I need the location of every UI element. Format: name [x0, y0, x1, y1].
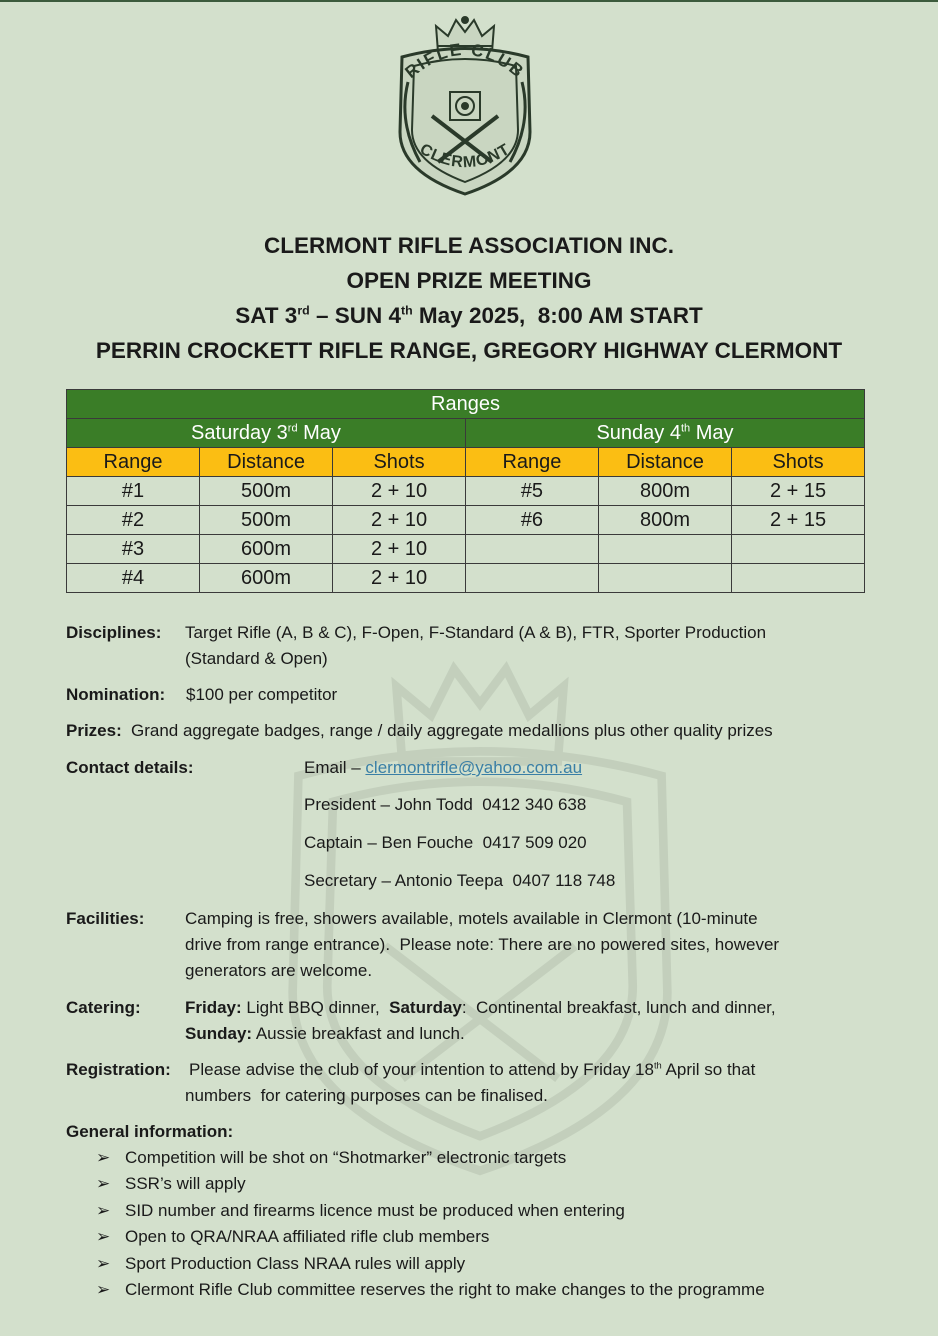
contact-captain: Captain – Ben Fouche 0417 509 020 — [304, 833, 587, 852]
table-row — [67, 477, 865, 506]
column-header: Distance — [598, 448, 731, 477]
logo-top-text: RIFLE CLUB — [401, 39, 529, 83]
prizes-value: Grand aggregate badges, range / daily aggregate medallions plus other quality prizes — [131, 721, 773, 740]
table-cell — [465, 564, 598, 593]
disciplines-line2: (Standard & Open) — [185, 649, 328, 668]
table-cell — [465, 535, 598, 564]
list-item: ➢ Competition will be shot on “Shotmarker” electronic targets — [96, 1145, 765, 1171]
heading-venue: PERRIN CROCKETT RIFLE RANGE, GREGORY HIGHWAY CLERMONT — [95, 338, 843, 363]
facilities-line2: drive from range entrance). Please note: There are no powered sites, however — [185, 935, 780, 954]
contact-email-line: Email – clermontrifle@yahoo.com.au — [304, 758, 583, 777]
table-row — [67, 506, 865, 535]
general-info-label: General information: — [66, 1122, 234, 1141]
catering-label: Catering: — [66, 998, 141, 1017]
list-item: ➢ Sport Production Class NRAA rules will apply — [96, 1251, 765, 1277]
email-link[interactable]: clermontrifle@yahoo.com.au — [365, 758, 583, 777]
list-item: ➢ SSR’s will apply — [96, 1171, 765, 1197]
table-cell: #4 — [67, 564, 200, 593]
top-border — [0, 0, 938, 2]
registration-line1: Please advise the club of your intention to attend by Friday 18th April so that — [189, 1060, 756, 1079]
table-cell: 600m — [199, 564, 332, 593]
ranges-table — [66, 389, 865, 593]
heading-association: CLERMONT RIFLE ASSOCIATION INC. — [264, 233, 674, 258]
table-cell: 2 + 15 — [732, 477, 865, 506]
rifle-club-crest-logo — [380, 12, 550, 202]
arrow-bullet-icon: ➢ — [96, 1200, 111, 1220]
registration-label: Registration: — [66, 1060, 171, 1079]
table-cell: 2 + 10 — [333, 506, 466, 535]
arrow-bullet-icon: ➢ — [96, 1279, 111, 1299]
column-header: Range — [67, 448, 200, 477]
facilities-label: Facilities: — [66, 909, 145, 928]
list-item: ➢ SID number and firearms licence must be produced when entering — [96, 1198, 765, 1224]
heading-dates: SAT 3rd – SUN 4th May 2025, 8:00 AM START — [235, 303, 703, 328]
disciplines-line1: Target Rifle (A, B & C), F-Open, F-Standard (A & B), FTR, Sporter Production — [185, 623, 767, 642]
ranges-table-title: Ranges — [67, 390, 865, 419]
table-cell — [598, 535, 731, 564]
list-item: ➢ Clermont Rifle Club committee reserves the right to make changes to the programme — [96, 1277, 765, 1303]
table-cell: #2 — [67, 506, 200, 535]
heading-event: OPEN PRIZE MEETING — [346, 268, 592, 293]
arrow-bullet-icon: ➢ — [96, 1174, 111, 1194]
saturday-header: Saturday 3rd May — [67, 419, 466, 448]
table-cell — [732, 564, 865, 593]
facilities-line3: generators are welcome. — [185, 961, 373, 980]
nomination-value: $100 per competitor — [186, 685, 338, 704]
nomination-label: Nomination: — [66, 685, 166, 704]
catering-line2: Sunday: Aussie breakfast and lunch. — [185, 1024, 465, 1043]
arrow-bullet-icon: ➢ — [96, 1227, 111, 1247]
column-header: Range — [465, 448, 598, 477]
facilities-line1: Camping is free, showers available, motels available in Clermont (10-minute — [185, 909, 758, 928]
arrow-bullet-icon: ➢ — [96, 1148, 111, 1167]
table-cell: 800m — [598, 506, 731, 535]
registration-line2: numbers for catering purposes can be finalised. — [185, 1086, 548, 1105]
list-item: ➢ Open to QRA/NRAA affiliated rifle club members — [96, 1224, 765, 1250]
table-cell: 2 + 10 — [333, 477, 466, 506]
disciplines-label: Disciplines: — [66, 623, 162, 642]
general-info-list — [96, 1145, 765, 1303]
table-cell: 600m — [199, 535, 332, 564]
table-cell: #6 — [465, 506, 598, 535]
table-cell: 2 + 10 — [333, 535, 466, 564]
meeting-heading — [0, 228, 938, 368]
table-row — [67, 535, 865, 564]
table-cell: #1 — [67, 477, 200, 506]
catering-line1: Friday: Light BBQ dinner, Saturday: Continental breakfast, lunch and dinner, — [185, 998, 776, 1017]
prizes-label: Prizes: — [66, 721, 122, 740]
sunday-header: Sunday 4th May — [465, 419, 864, 448]
column-header: Distance — [199, 448, 332, 477]
table-cell: 500m — [199, 506, 332, 535]
table-cell: 2 + 15 — [732, 506, 865, 535]
table-cell: 2 + 10 — [333, 564, 466, 593]
arrow-bullet-icon: ➢ — [96, 1253, 111, 1273]
table-cell: #5 — [465, 477, 598, 506]
contact-label: Contact details: — [66, 758, 194, 777]
logo-bottom-text: CLERMONT — [416, 140, 514, 172]
table-row — [67, 564, 865, 593]
table-cell: 500m — [199, 477, 332, 506]
column-header: Shots — [333, 448, 466, 477]
table-cell — [598, 564, 731, 593]
table-cell: #3 — [67, 535, 200, 564]
contact-secretary: Secretary – Antonio Teepa 0407 118 748 — [304, 871, 616, 890]
table-cell — [732, 535, 865, 564]
table-cell: 800m — [598, 477, 731, 506]
contact-president: President – John Todd 0412 340 638 — [304, 795, 587, 814]
column-header: Shots — [732, 448, 865, 477]
